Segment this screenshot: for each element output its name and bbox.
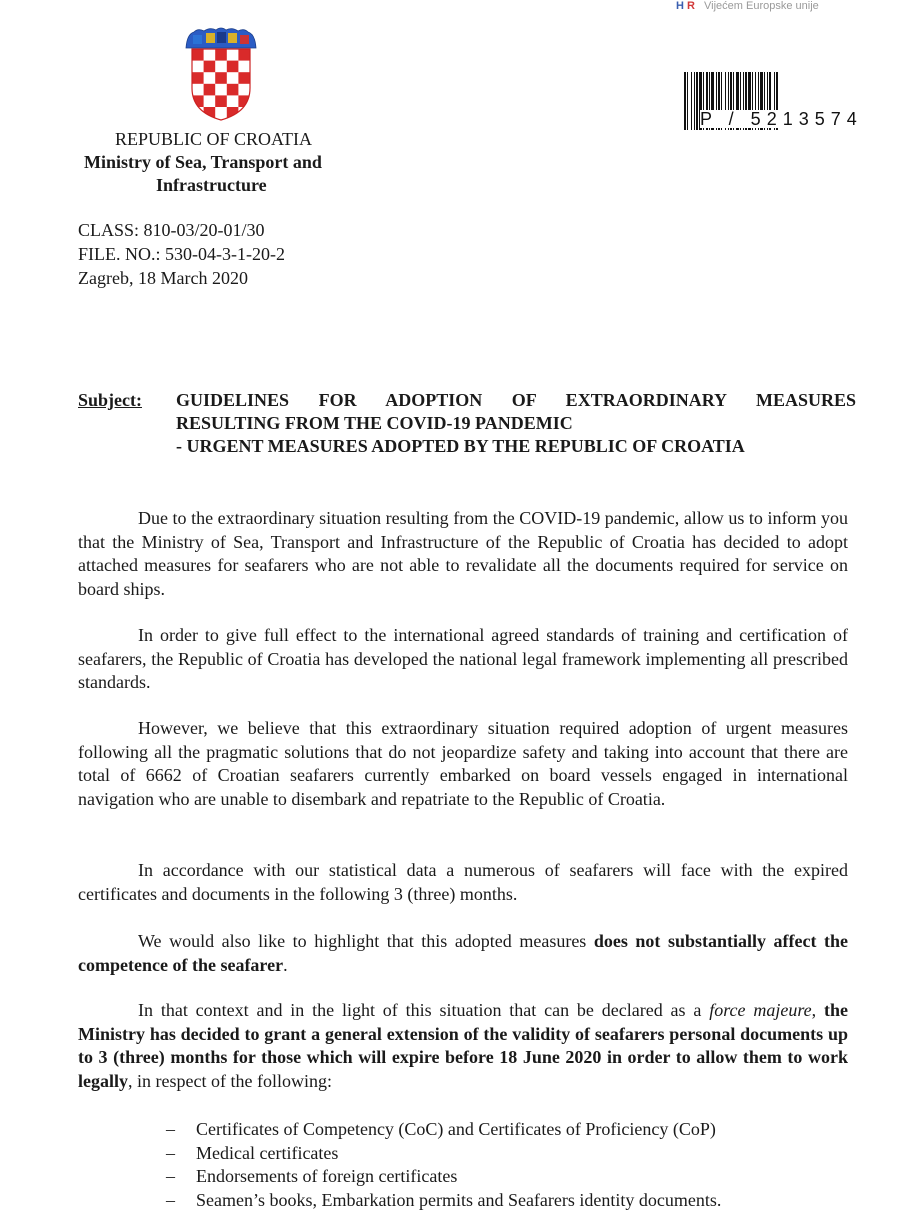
list-item-text: Medical certificates <box>196 1142 339 1163</box>
ministry-name-line2: Infrastructure <box>156 175 267 195</box>
barcode-number: P / 5213574 <box>700 110 876 128</box>
dash-bullet: – <box>166 1166 175 1186</box>
p5-emphasis: does not substantially affect the competence of the seafarer <box>78 931 849 975</box>
list-item <box>160 1165 860 1189</box>
body-paragraph-5 <box>78 930 848 977</box>
presidency-letter-r: R <box>687 0 695 12</box>
subject-label: Subject: <box>78 390 142 410</box>
subject-line-3: - URGENT MEASURES ADOPTED BY THE REPUBLIC OF CROATIA <box>176 436 745 456</box>
p6-text-2: , <box>811 1000 825 1020</box>
list-item-text: Seamen’s books, Embarkation permits and Seafarers identity documents. <box>196 1189 722 1210</box>
republic-name: REPUBLIC OF CROATIA <box>115 129 313 149</box>
list-item <box>160 1118 860 1142</box>
eu-presidency-mark <box>676 0 819 16</box>
presidency-text: Vijećem Europske unije <box>704 0 819 12</box>
place-and-date: Zagreb, 18 March 2020 <box>78 268 248 288</box>
file-number: FILE. NO.: 530-04-3-1-20-2 <box>78 244 285 264</box>
p5-text: We would also like to highlight that this adopted measures <box>138 931 594 951</box>
p6-emphasis: the Ministry has decided to grant a general extension of the validity of seafarers personal documents up to 3 (three) months for those which will expire before 18 June 2020 in order to allow them to work legally <box>78 1000 849 1091</box>
body-paragraph-3: However, we believe that this extraordinary situation required adoption of urgent measures following all the pragmatic solutions that do not jeopardize safety and taking into account that there are total of 6662 of Croatian seafarers currently embarked on board vessels engaged in international navigation who are unable to disembark and repatriate to the Republic of Croatia. <box>78 718 848 809</box>
p5-end: . <box>283 954 288 975</box>
dash-bullet: – <box>166 1142 175 1163</box>
p6-end: , in respect of the following: <box>128 1070 332 1091</box>
p6-italic: force majeure <box>709 1000 812 1020</box>
croatian-coat-of-arms-icon <box>184 26 258 122</box>
body-paragraph-4: In accordance with our statistical data a numerous of seafarers will face with the expired certificates and documents in the following 3 (three) months. <box>78 860 848 904</box>
dash-bullet: – <box>166 1119 175 1139</box>
list-item <box>160 1142 860 1166</box>
body-paragraph-2: In order to give full effect to the international agreed standards of training and certification of seafarers, the Republic of Croatia has developed the national legal framework implementing all prescribed standards. <box>78 625 848 692</box>
class-reference: CLASS: 810-03/20-01/30 <box>78 220 265 240</box>
list-item-text: Certificates of Competency (CoC) and Certificates of Proficiency (CoP) <box>196 1119 716 1139</box>
body-paragraph-1: Due to the extraordinary situation resulting from the COVID-19 pandemic, allow us to inform you that the Ministry of Sea, Transport and Infrastructure of the Republic of Croatia has decided to adopt attached measures for seafarers who are not able to revalidate all the documents required for service on board ships. <box>78 508 848 599</box>
subject-line-2: RESULTING FROM THE COVID-19 PANDEMIC <box>176 413 573 433</box>
subject-line-1: GUIDELINES FOR ADOPTION OF EXTRAORDINARY MEASURES <box>176 390 856 410</box>
body-paragraph-6 <box>78 999 848 1093</box>
presidency-letter-h: H <box>676 0 684 12</box>
ministry-name-line1: Ministry of Sea, Transport and <box>84 152 322 172</box>
list-item-text: Endorsements of foreign certificates <box>196 1166 458 1186</box>
dash-bullet: – <box>166 1189 175 1210</box>
p6-text-1: In that context and in the light of this situation that can be declared as a <box>138 1000 710 1020</box>
list-item <box>160 1189 860 1213</box>
document-list <box>160 1118 860 1212</box>
